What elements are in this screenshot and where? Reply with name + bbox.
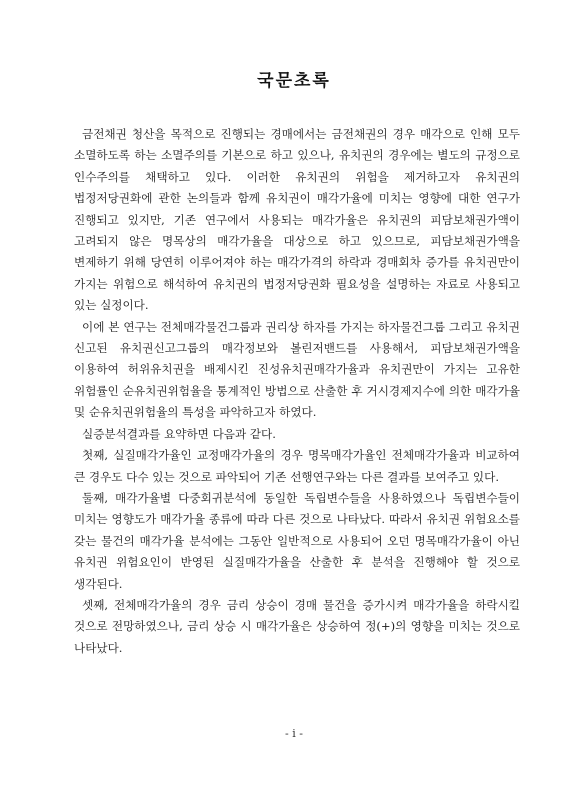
paragraph-6: 셋째, 전체매각가율의 경우 금리 상승이 경매 물건을 증가시켜 매각가율을 하락시킬 것으로 전망하였으나, 금리 상승 시 매각가율은 상승하여 정(+)의 영향을 미치는 것으로 나타났다. [74,597,520,655]
paragraph-2: 이에 본 연구는 전체매각물건그룹과 권리상 하자를 가지는 하자물건그룹 그리고 유치권 신고된 유치권신고그룹의 매각정보와 볼린저밴드를 사용해서, 피담보채권가액을 이용하여 허위유치권을 배제시킨 진성유치권매각가율과 유치권만이 가지는 고유한 위험률인 순유치권위험율을 통계적인 방법으로 산출한 후 거시경제지수에 의한 매각가율 및 순유치권위험율의 특성을 파악하고자 하였다. [74,319,520,420]
abstract-body [74,124,520,659]
page-title: 국문초록 [257,71,331,91]
paragraph-1: 금전채권 청산을 목적으로 진행되는 경매에서는 금전채권의 경우 매각으로 인해 모두 소멸하도록 하는 소멸주의를 기본으로 하고 있으나, 유치권의 경우에는 별도의 규정으로 인수주의를 채택하고 있다. 이러한 유치권의 위험을 제거하고자 유치권의 법정저당권화에 관한 논의들과 함께 유치권이 매각가율에 미치는 영향에 대한 연구가 진행되고 있지만, 기존 연구에서 사용되는 매각가율은 유치권의 피담보채권가액이 고려되지 않은 명목상의 매각가율을 대상으로 하고 있으므로, 피담보채권가액을 변제하기 위해 당연히 이루어져야 하는 매각가격의 하락과 경매회차 증가를 유치권만이 가지는 위험으로 해석하여 유치권의 법정저당권화 필요성을 설명하는 자료로 사용되고 있는 실정이다. [74,127,520,313]
page-number: - i - [285,727,303,740]
paragraph-5: 둘째, 매각가율별 다중회귀분석에 동일한 독립변수들을 사용하였으나 독립변수들이 미치는 영향도가 매각가율 종류에 따라 다른 것으로 나타났다. 따라서 유치권 위험요소를 갖는 물건의 매각가율 분석에는 그동안 일반적으로 사용되어 오던 명목매각가율이 아닌 유치권 위험요인이 반영된 실질매각가율을 산출한 후 분석을 진행해야 할 것으로 생각된다. [74,490,520,591]
paragraph-3: 실증분석결과를 요약하면 다음과 같다. [82,426,276,441]
paragraph-4: 첫째, 실질매각가율인 교정매각가율의 경우 명목매각가율인 전체매각가율과 비교하여 큰 경우도 다수 있는 것으로 파악되어 기존 선행연구와는 다른 결과를 보여주고 있다. [74,448,520,484]
